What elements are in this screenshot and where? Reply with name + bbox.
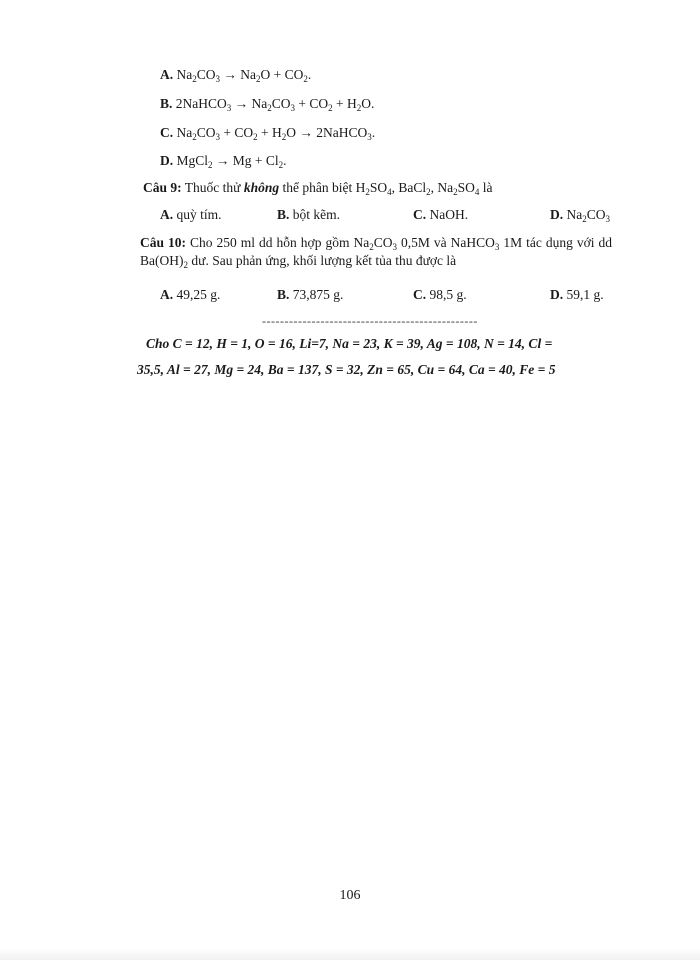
- option-text: 59,1 g.: [566, 287, 604, 302]
- option-text: 73,875 g.: [292, 287, 344, 302]
- page-bottom-edge: [0, 948, 700, 960]
- option-label: B.: [277, 207, 290, 222]
- question-9-stem: Câu 9: Thuốc thử không thể phân biệt $H_2SO_4$, BaCl$_2$, $Na_2SO_4$ là: [143, 180, 493, 197]
- q9-option-a: [160, 206, 222, 224]
- option-label: D.: [160, 153, 174, 168]
- option-label: C.: [413, 207, 427, 222]
- separator-line: ------------------------------------------------: [262, 314, 478, 328]
- question-label: Câu 9:: [143, 180, 182, 195]
- question-text: dư. Sau phản ứng, khối lượng kết tủa thu được là: [191, 253, 457, 268]
- option-label: C.: [160, 125, 174, 140]
- atomic-masses-line-2: 35,5, Al = 27, Mg = 24, Ba = 137, S = 32, Zn = 65, Cu = 64, Ca = 40, Fe = 5: [137, 362, 556, 377]
- option-text: NaOH.: [429, 207, 469, 222]
- q10-option-b: [277, 286, 343, 304]
- q10-option-c: [413, 286, 467, 304]
- option-c-equation: C. $Na_2CO_3 + CO_2 + H_2O$ → 2NaHCO$_3$.: [160, 125, 376, 142]
- option-d-equation: D. MgCl$_2$ → $Mg + Cl_2$.: [160, 153, 287, 170]
- option-a-equation: A. $Na_2CO_3 \to Na_2O + CO_2$.: [160, 67, 312, 84]
- q10-option-d: [550, 286, 604, 304]
- emphasis-text: không: [243, 180, 280, 195]
- question-label: Câu 10:: [140, 235, 187, 250]
- question-text: thể phân biệt: [282, 180, 353, 195]
- q9-option-c: [413, 206, 468, 224]
- option-text: quỳ tím.: [176, 207, 222, 222]
- option-label: B.: [160, 96, 173, 111]
- q9-option-b: [277, 206, 340, 224]
- option-label: D.: [550, 287, 564, 302]
- option-text: 49,25 g.: [176, 287, 221, 302]
- option-label: D.: [550, 207, 564, 222]
- option-label: A.: [160, 287, 174, 302]
- page-number: 106: [339, 888, 361, 903]
- option-text: bột kẽm.: [292, 207, 341, 222]
- question-text: là: [482, 180, 493, 195]
- question-10-stem: Câu 10: Cho 250 ml dd hỗn hợp gồm $Na_2CO_3$ 0,5M và NaHCO$_3$ 1M tác dụng với dd $Ba(OH)_2$ dư. Sau phản ứng, khối lượng kết tủa thu được là: [140, 235, 613, 270]
- option-text: 98,5 g.: [429, 287, 467, 302]
- option-label: B.: [277, 287, 290, 302]
- q10-option-a: [160, 286, 220, 304]
- atomic-masses-line-1: Cho C = 12, H = 1, O = 16, Li=7, Na = 23, K = 39, Ag = 108, N = 14, Cl =: [146, 336, 553, 351]
- option-b-equation: B. 2NaHCO$_3$ → $Na_2CO_3 + CO_2 + H_2O$.: [160, 96, 375, 113]
- question-text: 0,5M và: [400, 235, 447, 250]
- option-label: A.: [160, 67, 174, 82]
- question-text: Thuốc thử: [184, 180, 241, 195]
- question-text: Cho 250 ml dd hỗn hợp gồm: [190, 235, 350, 250]
- option-label: A.: [160, 207, 174, 222]
- question-text: 1M tác dụng với dd: [503, 235, 613, 250]
- option-label: C.: [413, 287, 427, 302]
- q9-option-d: D. $Na_2CO_3$: [550, 207, 611, 224]
